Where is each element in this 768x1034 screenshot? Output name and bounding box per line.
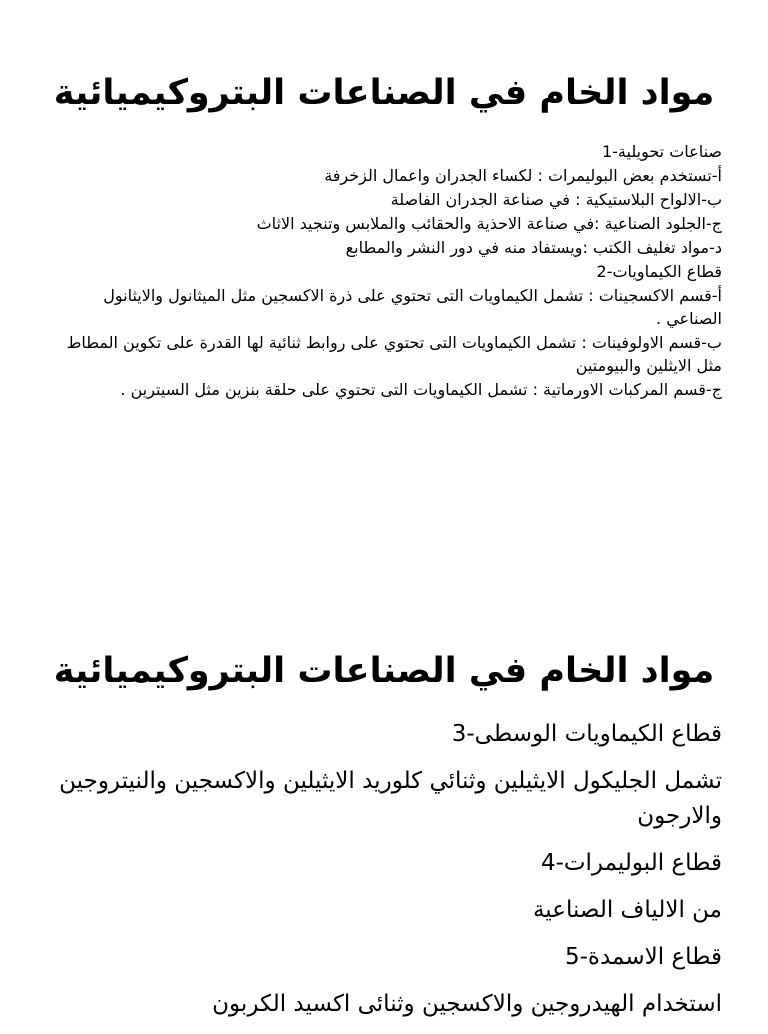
section-4-text: من الالياف الصناعية [532, 897, 722, 923]
section-4-heading: قطاع البوليمرات-4 [540, 850, 722, 876]
slide-2-body [40, 717, 722, 1034]
section-1-heading: صناعات تحويلية-1 [601, 142, 722, 161]
section-1-item-c: ج-الجلود الصناعية :في صناعة الاحذية والحقائب والملابس وتنجيد الاثاث [256, 214, 722, 233]
section-2-item-b: ب-قسم الاولوفينات : تشمل الكيماويات التى تحتوي على روابط ثنائية لها القدرة على تكوين المطاط مثل الايثلين والبيومتين [66, 333, 722, 375]
slide-2-title: مواد الخام في الصناعات البتروكيميائية [53, 651, 715, 692]
section-2-heading: قطاع الكيماويات-2 [596, 262, 722, 281]
section-5-heading: قطاع الاسمدة-5 [564, 944, 722, 970]
slide-2 [0, 560, 768, 1024]
slide-1-body [46, 140, 722, 402]
section-2-item-c: ج-قسم المركبات الاورماتية : تشمل الكيماويات التى تحتوي على حلقة بنزين مثل السيترين . [120, 380, 722, 399]
section-2-item-a: أ-قسم الاكسجينات : تشمل الكيماويات التى تحتوي على ذرة الاكسجين مثل الميثانول والايثانول الصناعي . [103, 286, 722, 328]
section-1-item-a: أ-تستخدم بعض البوليمرات : لكساء الجدران واعمال الزخرفة [324, 166, 722, 185]
section-3-heading: قطاع الكيماويات الوسطى-3 [451, 721, 722, 747]
slide-1-title: مواد الخام في الصناعات البتروكيميائية [53, 73, 715, 114]
section-1-item-b: ب-الالواح البلاستيكية : في صناعة الجدران الفاصلة [390, 190, 722, 209]
section-5-text: استخدام الهيدروجين والاكسجين وثنائى اكسيد الكربون [212, 991, 722, 1017]
section-1-item-d: د-مواد تغليف الكتب :ويستفاد منه في دور النشر والمطابع [345, 238, 722, 257]
section-3-text: تشمل الجليكول الايثيلين وثنائي كلوريد الايثيلين والاكسجين والنيتروجين والارجون [59, 768, 722, 829]
